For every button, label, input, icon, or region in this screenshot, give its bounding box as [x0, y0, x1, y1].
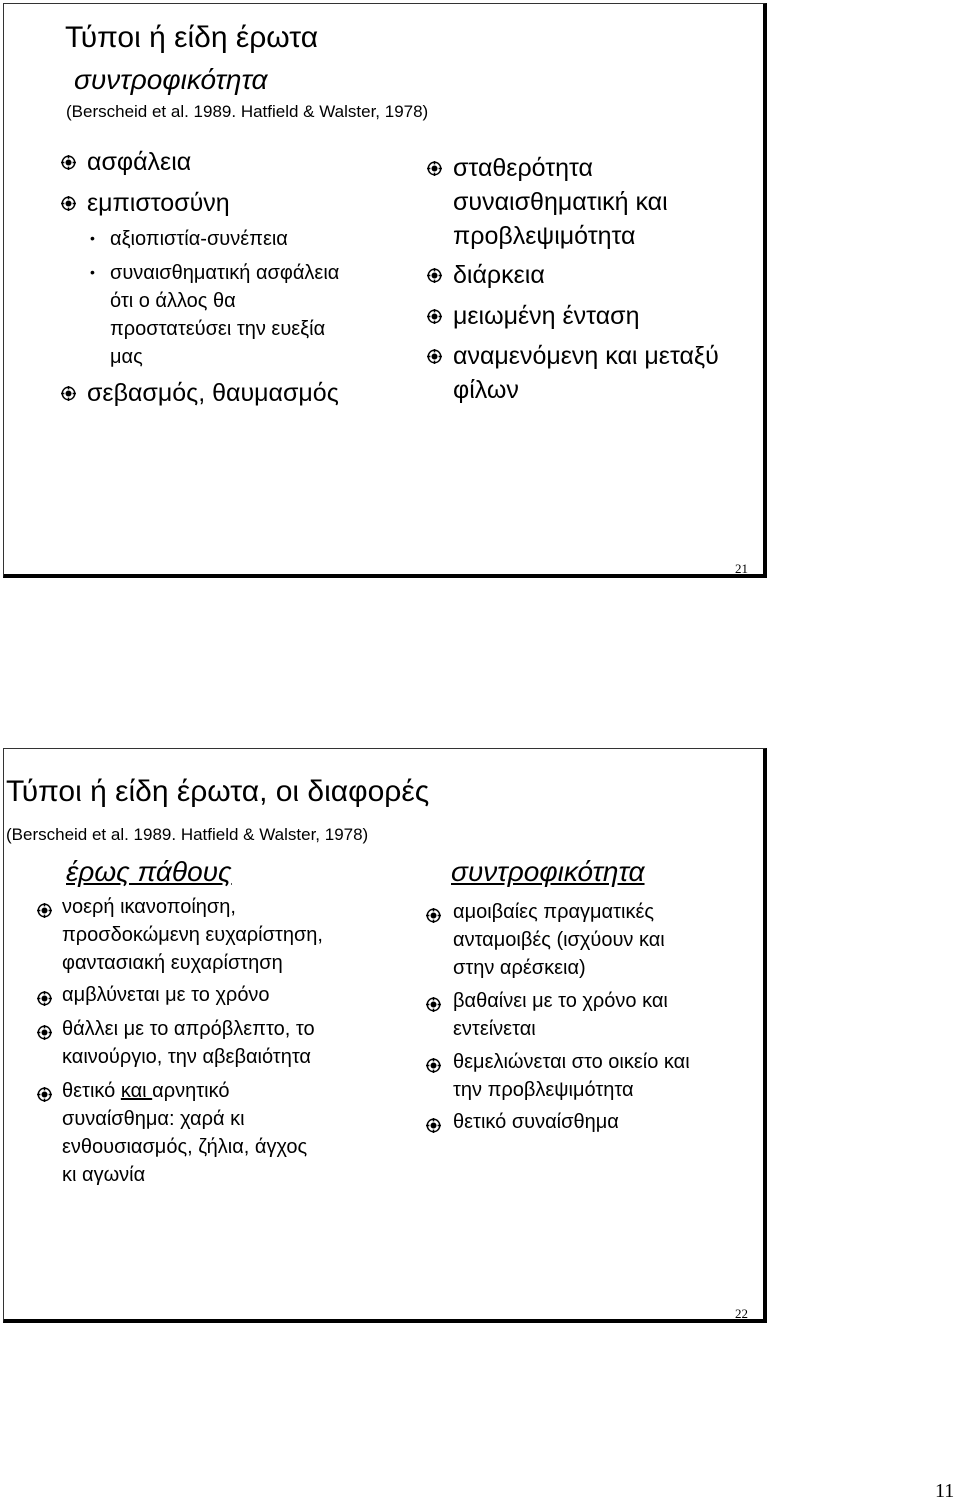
citation: (Berscheid et al. 1989. Hatfield & Walster, 1978)	[66, 102, 429, 121]
crosshair-bullet-icon	[61, 155, 76, 170]
list-item-cont: την προβλεψιμότητα	[453, 1079, 634, 1101]
sheet-page-number: 11	[935, 1480, 955, 1502]
text-negative: αρνητικό	[152, 1080, 230, 1102]
citation: (Berscheid et al. 1989. Hatfield & Walster, 1978)	[6, 825, 369, 844]
list-item	[62, 1080, 229, 1103]
column-heading: συντροφικότητα	[451, 856, 645, 887]
slide-22	[3, 748, 767, 1323]
list-item: σεβασμός, θαυμασμός	[87, 379, 339, 407]
slide-21	[3, 3, 767, 578]
list-item: θάλλει με το απρόβλεπτο, το	[62, 1018, 315, 1040]
crosshair-bullet-icon	[426, 997, 441, 1012]
text-and-underlined: και	[120, 1080, 153, 1102]
sub-list-item: αξιοπιστία-συνέπεια	[110, 228, 288, 250]
list-item: μειωμένη ένταση	[453, 302, 640, 330]
crosshair-bullet-icon	[61, 386, 76, 401]
list-item: αμβλύνεται με το χρόνο	[62, 984, 270, 1006]
list-item: σταθερότητα	[453, 154, 593, 182]
text-positive: θετικό	[62, 1080, 121, 1102]
crosshair-bullet-icon	[37, 1087, 52, 1102]
slide-subtitle: συντροφικότητα	[74, 64, 268, 95]
list-item: θετικό συναίσθημα	[453, 1111, 619, 1133]
sub-bullet-dot: •	[90, 264, 95, 280]
sub-list-item-cont: μας	[110, 346, 143, 368]
list-item-cont: φαντασιακή ευχαρίστηση	[62, 952, 283, 974]
crosshair-bullet-icon	[426, 908, 441, 923]
slide-title: Τύποι ή είδη έρωτα, οι διαφορές	[6, 775, 430, 808]
list-item: αμοιβαίες πραγματικές	[453, 901, 654, 923]
slide-title: Τύποι ή είδη έρωτα	[65, 21, 319, 54]
list-item-cont: συναισθηματική και	[453, 188, 668, 216]
sub-list-item: συναισθηματική ασφάλεια	[110, 262, 340, 284]
list-item-cont: στην αρέσκεια)	[453, 957, 586, 979]
list-item-cont: εντείνεται	[453, 1018, 536, 1040]
crosshair-bullet-icon	[37, 991, 52, 1006]
list-item: διάρκεια	[453, 261, 545, 289]
list-item-cont: φίλων	[453, 376, 519, 404]
list-item: νοερή ικανοποίηση,	[62, 896, 236, 918]
sub-list-item-cont: προστατεύσει την ευεξία	[110, 318, 326, 340]
crosshair-bullet-icon	[37, 1025, 52, 1040]
sub-list-item-cont: ότι ο άλλος θα	[110, 290, 236, 312]
list-item-cont: ενθουσιασμός, ζήλια, άγχος	[62, 1136, 308, 1158]
list-item-cont: καινούργιο, την αβεβαιότητα	[62, 1046, 311, 1068]
crosshair-bullet-icon	[61, 196, 76, 211]
list-item-cont: ανταμοιβές (ισχύουν και	[453, 929, 665, 951]
list-item: αναμενόμενη και μεταξύ	[453, 342, 719, 370]
list-item: ασφάλεια	[87, 148, 192, 176]
crosshair-bullet-icon	[37, 903, 52, 918]
slide-page-number: 21	[735, 561, 748, 576]
crosshair-bullet-icon	[426, 1058, 441, 1073]
list-item: εμπιστοσύνη	[87, 189, 230, 217]
list-item-cont: συναίσθημα: χαρά κι	[62, 1108, 245, 1130]
crosshair-bullet-icon	[427, 349, 442, 364]
crosshair-bullet-icon	[427, 309, 442, 324]
list-item-cont: προβλεψιμότητα	[453, 222, 636, 250]
list-item-cont: κι αγωνία	[62, 1164, 146, 1186]
slide-page-number: 22	[735, 1306, 748, 1321]
crosshair-bullet-icon	[427, 268, 442, 283]
crosshair-bullet-icon	[427, 161, 442, 176]
list-item: θεμελιώνεται στο οικείο και	[453, 1051, 690, 1073]
column-heading: έρως πάθους	[66, 856, 232, 887]
crosshair-bullet-icon	[426, 1118, 441, 1133]
list-item-cont: προσδοκώμενη ευχαρίστηση,	[62, 924, 323, 946]
sub-bullet-dot: •	[90, 230, 95, 246]
list-item: βαθαίνει με το χρόνο και	[453, 990, 668, 1012]
